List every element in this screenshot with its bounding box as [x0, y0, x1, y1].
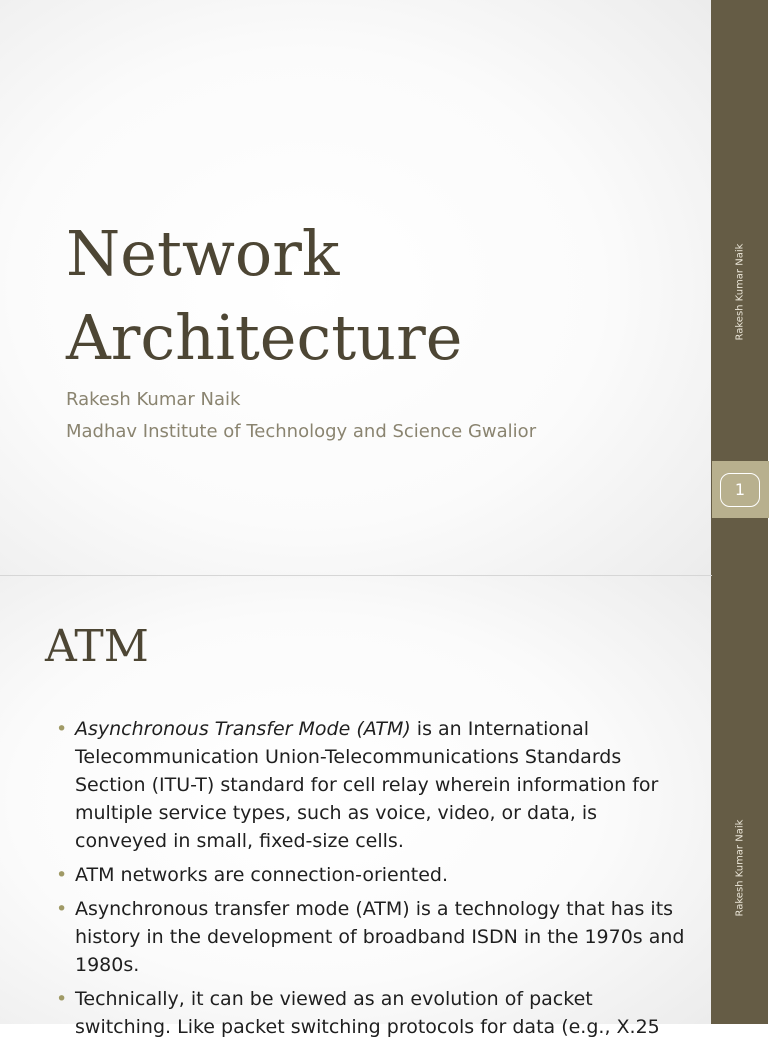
slide-sidebar [711, 576, 768, 1024]
slide-title [66, 212, 462, 380]
bullet-list [52, 715, 692, 1047]
bullet-item [52, 985, 692, 1041]
author-name: Rakesh Kumar Naik [66, 389, 241, 410]
bullet-item [52, 861, 692, 889]
bullet-item [52, 895, 692, 979]
atm-slide [0, 576, 768, 1038]
slide-title-line-1: Network [66, 217, 340, 290]
bullet-text: Asynchronous transfer mode (ATM) is a technology that has its history in the development of broadband ISDN in the 1970s and 1980s. [75, 898, 685, 976]
slide-title-line-2: Architecture [66, 301, 463, 374]
slide-footer: Rakesh Kumar Naik [734, 819, 746, 917]
bullet-text: is an International Telecommunication Union-Telecommunications Standards Section (ITU-T) standard for cell relay wherein information for multiple service types, such as voice, video, or data, is conveyed in small, fixed-size cells. [75, 718, 659, 852]
bullet-item [52, 715, 692, 855]
bullet-text: ATM networks are connection-oriented. [75, 864, 449, 886]
slide-number: 1 [734, 480, 746, 499]
institute-name: Madhav Institute of Technology and Science Gwalior [66, 421, 537, 442]
bullet-emphasis: Asynchronous Transfer Mode (ATM) [75, 718, 411, 740]
bullet-text: Technically, it can be viewed as an evolution of packet switching. Like packet switching protocols for data (e.g., X.25 [75, 988, 660, 1038]
slide-footer: Rakesh Kumar Naik [734, 243, 746, 341]
slide-title: ATM [45, 621, 149, 672]
